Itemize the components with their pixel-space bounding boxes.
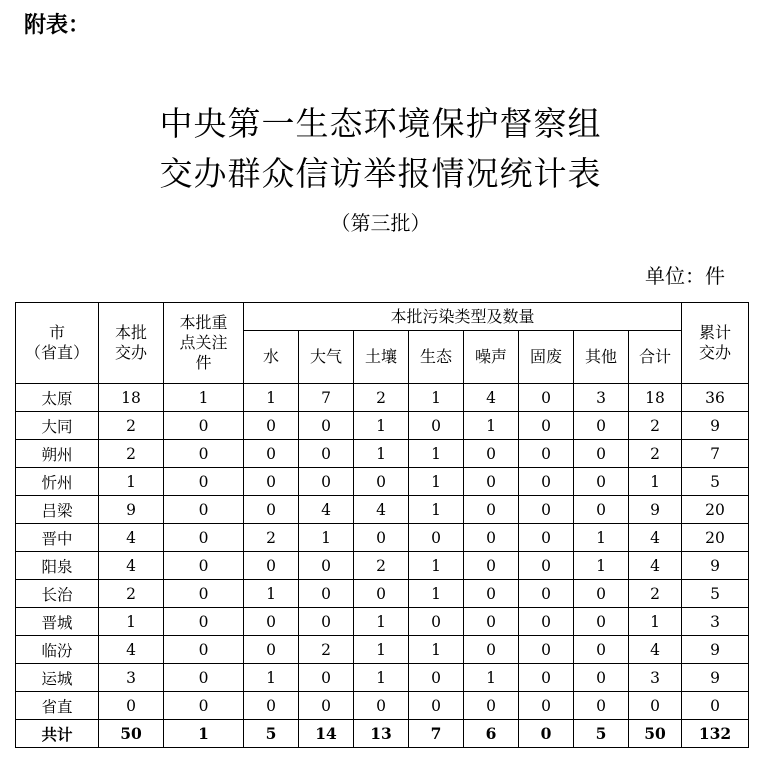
value-cell: 0 bbox=[464, 468, 519, 496]
value-cell: 0 bbox=[354, 580, 409, 608]
table-row bbox=[16, 664, 749, 692]
document-title-line2: 交办群众信访举报情况统计表 bbox=[159, 154, 602, 193]
value-cell: 1 bbox=[409, 580, 464, 608]
value-cell: 0 bbox=[519, 720, 574, 748]
header-pollution-group: 本批污染类型及数量 bbox=[244, 303, 682, 331]
value-cell: 0 bbox=[299, 608, 354, 636]
value-cell: 1 bbox=[99, 608, 164, 636]
value-cell: 3 bbox=[574, 384, 629, 412]
value-cell: 13 bbox=[354, 720, 409, 748]
value-cell: 2 bbox=[354, 384, 409, 412]
value-cell: 3 bbox=[682, 608, 749, 636]
value-cell: 1 bbox=[99, 468, 164, 496]
value-cell: 9 bbox=[682, 636, 749, 664]
value-cell: 0 bbox=[574, 496, 629, 524]
value-cell: 0 bbox=[574, 440, 629, 468]
value-cell: 0 bbox=[519, 468, 574, 496]
value-cell: 2 bbox=[629, 412, 682, 440]
city-cell: 大同 bbox=[16, 412, 99, 440]
value-cell: 0 bbox=[574, 468, 629, 496]
header-ecology: 生态 bbox=[409, 331, 464, 384]
value-cell: 0 bbox=[409, 412, 464, 440]
value-cell: 0 bbox=[464, 440, 519, 468]
value-cell: 132 bbox=[682, 720, 749, 748]
value-cell: 0 bbox=[99, 692, 164, 720]
value-cell: 4 bbox=[629, 524, 682, 552]
value-cell: 0 bbox=[244, 496, 299, 524]
value-cell: 0 bbox=[519, 636, 574, 664]
value-cell: 36 bbox=[682, 384, 749, 412]
value-cell: 9 bbox=[682, 412, 749, 440]
value-cell: 0 bbox=[409, 524, 464, 552]
value-cell: 7 bbox=[299, 384, 354, 412]
value-cell: 0 bbox=[464, 580, 519, 608]
value-cell: 1 bbox=[409, 440, 464, 468]
header-water: 水 bbox=[244, 331, 299, 384]
city-cell: 太原 bbox=[16, 384, 99, 412]
value-cell: 5 bbox=[682, 580, 749, 608]
value-cell: 2 bbox=[99, 412, 164, 440]
table-row bbox=[16, 384, 749, 412]
value-cell: 2 bbox=[629, 580, 682, 608]
value-cell: 5 bbox=[574, 720, 629, 748]
value-cell: 1 bbox=[354, 664, 409, 692]
value-cell: 4 bbox=[354, 496, 409, 524]
value-cell: 0 bbox=[164, 440, 244, 468]
value-cell: 2 bbox=[99, 440, 164, 468]
document-title-line1: 中央第一生态环境保护督察组 bbox=[159, 104, 602, 143]
annex-label: 附表： bbox=[24, 13, 91, 38]
value-cell: 0 bbox=[354, 524, 409, 552]
value-cell: 0 bbox=[244, 608, 299, 636]
value-cell: 0 bbox=[519, 496, 574, 524]
value-cell: 4 bbox=[299, 496, 354, 524]
header-air: 大气 bbox=[299, 331, 354, 384]
table-row bbox=[16, 496, 749, 524]
value-cell: 0 bbox=[299, 552, 354, 580]
value-cell: 5 bbox=[682, 468, 749, 496]
value-cell: 9 bbox=[682, 552, 749, 580]
value-cell: 1 bbox=[574, 552, 629, 580]
value-cell: 0 bbox=[299, 692, 354, 720]
value-cell: 0 bbox=[519, 608, 574, 636]
value-cell: 0 bbox=[244, 412, 299, 440]
value-cell: 14 bbox=[299, 720, 354, 748]
value-cell: 4 bbox=[629, 552, 682, 580]
city-cell: 吕梁 bbox=[16, 496, 99, 524]
value-cell: 0 bbox=[464, 608, 519, 636]
table-row bbox=[16, 692, 749, 720]
table-row bbox=[16, 636, 749, 664]
table-row bbox=[16, 440, 749, 468]
city-cell: 忻州 bbox=[16, 468, 99, 496]
header-soil: 土壤 bbox=[354, 331, 409, 384]
value-cell: 0 bbox=[164, 412, 244, 440]
value-cell: 1 bbox=[244, 580, 299, 608]
value-cell: 0 bbox=[299, 580, 354, 608]
value-cell: 2 bbox=[299, 636, 354, 664]
value-cell: 2 bbox=[244, 524, 299, 552]
value-cell: 18 bbox=[99, 384, 164, 412]
value-cell: 0 bbox=[164, 664, 244, 692]
value-cell: 0 bbox=[244, 636, 299, 664]
value-cell: 3 bbox=[629, 664, 682, 692]
value-cell: 0 bbox=[519, 524, 574, 552]
value-cell: 9 bbox=[629, 496, 682, 524]
value-cell: 0 bbox=[519, 580, 574, 608]
value-cell: 0 bbox=[464, 496, 519, 524]
value-cell: 20 bbox=[682, 524, 749, 552]
value-cell: 0 bbox=[299, 412, 354, 440]
value-cell: 0 bbox=[164, 636, 244, 664]
table-row bbox=[16, 608, 749, 636]
value-cell: 6 bbox=[464, 720, 519, 748]
header-batch-assigned: 本批 交办 bbox=[99, 303, 164, 384]
value-cell: 0 bbox=[519, 692, 574, 720]
value-cell: 0 bbox=[519, 664, 574, 692]
value-cell: 1 bbox=[409, 496, 464, 524]
value-cell: 7 bbox=[682, 440, 749, 468]
value-cell: 0 bbox=[519, 552, 574, 580]
value-cell: 1 bbox=[409, 552, 464, 580]
value-cell: 0 bbox=[164, 524, 244, 552]
value-cell: 0 bbox=[574, 412, 629, 440]
value-cell: 0 bbox=[164, 608, 244, 636]
value-cell: 1 bbox=[354, 440, 409, 468]
value-cell: 1 bbox=[464, 664, 519, 692]
value-cell: 0 bbox=[164, 468, 244, 496]
header-city: 市 （省直） bbox=[16, 303, 99, 384]
table-row bbox=[16, 524, 749, 552]
value-cell: 2 bbox=[354, 552, 409, 580]
value-cell: 0 bbox=[574, 692, 629, 720]
value-cell: 0 bbox=[354, 692, 409, 720]
value-cell: 4 bbox=[464, 384, 519, 412]
value-cell: 0 bbox=[629, 692, 682, 720]
value-cell: 0 bbox=[164, 580, 244, 608]
value-cell: 4 bbox=[99, 552, 164, 580]
value-cell: 0 bbox=[244, 440, 299, 468]
value-cell: 1 bbox=[409, 468, 464, 496]
header-cumulative: 累计 交办 bbox=[682, 303, 749, 384]
table-row bbox=[16, 580, 749, 608]
value-cell: 1 bbox=[354, 608, 409, 636]
value-cell: 1 bbox=[299, 524, 354, 552]
value-cell: 0 bbox=[464, 692, 519, 720]
value-cell: 0 bbox=[464, 636, 519, 664]
value-cell: 3 bbox=[99, 664, 164, 692]
table-row bbox=[16, 552, 749, 580]
value-cell: 0 bbox=[409, 692, 464, 720]
value-cell: 0 bbox=[244, 692, 299, 720]
value-cell: 0 bbox=[574, 664, 629, 692]
value-cell: 1 bbox=[574, 524, 629, 552]
city-cell: 共计 bbox=[16, 720, 99, 748]
value-cell: 1 bbox=[409, 636, 464, 664]
value-cell: 7 bbox=[409, 720, 464, 748]
value-cell: 0 bbox=[164, 692, 244, 720]
value-cell: 0 bbox=[354, 468, 409, 496]
value-cell: 50 bbox=[629, 720, 682, 748]
value-cell: 0 bbox=[464, 552, 519, 580]
value-cell: 0 bbox=[164, 496, 244, 524]
value-cell: 0 bbox=[244, 552, 299, 580]
value-cell: 0 bbox=[409, 608, 464, 636]
value-cell: 0 bbox=[519, 412, 574, 440]
header-subtotal: 合计 bbox=[629, 331, 682, 384]
city-cell: 朔州 bbox=[16, 440, 99, 468]
value-cell: 0 bbox=[519, 384, 574, 412]
value-cell: 0 bbox=[409, 664, 464, 692]
value-cell: 0 bbox=[299, 468, 354, 496]
value-cell: 9 bbox=[99, 496, 164, 524]
value-cell: 0 bbox=[574, 580, 629, 608]
value-cell: 18 bbox=[629, 384, 682, 412]
value-cell: 0 bbox=[164, 552, 244, 580]
value-cell: 0 bbox=[244, 468, 299, 496]
table-row bbox=[16, 468, 749, 496]
value-cell: 0 bbox=[574, 636, 629, 664]
value-cell: 4 bbox=[99, 636, 164, 664]
value-cell: 20 bbox=[682, 496, 749, 524]
value-cell: 1 bbox=[629, 608, 682, 636]
value-cell: 0 bbox=[464, 524, 519, 552]
value-cell: 1 bbox=[354, 636, 409, 664]
header-noise: 噪声 bbox=[464, 331, 519, 384]
value-cell: 1 bbox=[354, 412, 409, 440]
value-cell: 1 bbox=[629, 468, 682, 496]
city-cell: 阳泉 bbox=[16, 552, 99, 580]
header-other: 其他 bbox=[574, 331, 629, 384]
value-cell: 50 bbox=[99, 720, 164, 748]
value-cell: 9 bbox=[682, 664, 749, 692]
value-cell: 1 bbox=[409, 384, 464, 412]
value-cell: 1 bbox=[244, 664, 299, 692]
value-cell: 5 bbox=[244, 720, 299, 748]
value-cell: 0 bbox=[519, 440, 574, 468]
batch-label: （第三批） bbox=[330, 211, 431, 235]
statistics-table bbox=[15, 302, 749, 748]
value-cell: 0 bbox=[682, 692, 749, 720]
city-cell: 省直 bbox=[16, 692, 99, 720]
value-cell: 1 bbox=[244, 384, 299, 412]
city-cell: 运城 bbox=[16, 664, 99, 692]
city-cell: 临汾 bbox=[16, 636, 99, 664]
value-cell: 0 bbox=[574, 608, 629, 636]
header-solid-waste: 固废 bbox=[519, 331, 574, 384]
value-cell: 0 bbox=[299, 664, 354, 692]
table-row bbox=[16, 412, 749, 440]
value-cell: 1 bbox=[164, 720, 244, 748]
total-row bbox=[16, 720, 749, 748]
value-cell: 4 bbox=[629, 636, 682, 664]
city-cell: 长治 bbox=[16, 580, 99, 608]
value-cell: 1 bbox=[464, 412, 519, 440]
value-cell: 4 bbox=[99, 524, 164, 552]
value-cell: 0 bbox=[299, 440, 354, 468]
header-key-focus: 本批重 点关注 件 bbox=[164, 303, 244, 384]
city-cell: 晋中 bbox=[16, 524, 99, 552]
value-cell: 2 bbox=[99, 580, 164, 608]
value-cell: 2 bbox=[629, 440, 682, 468]
unit-label: 单位：件 bbox=[645, 264, 725, 288]
value-cell: 1 bbox=[164, 384, 244, 412]
city-cell: 晋城 bbox=[16, 608, 99, 636]
